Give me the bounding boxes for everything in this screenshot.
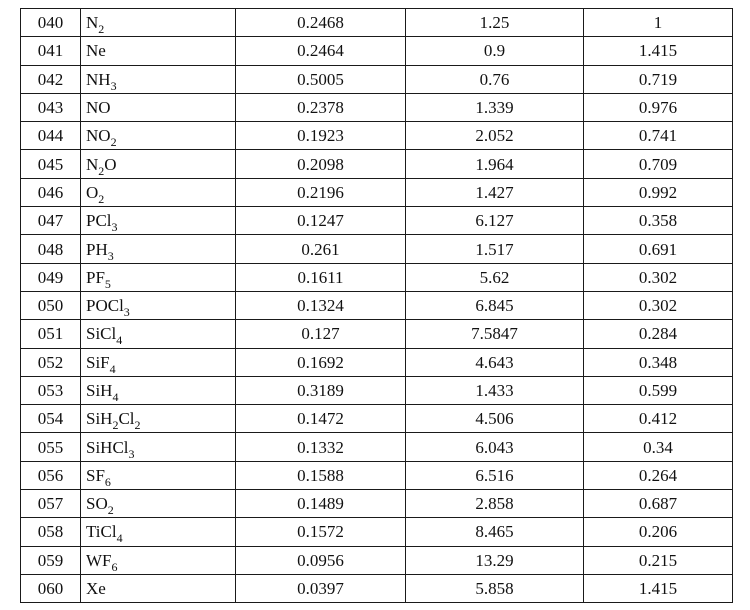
value-cell-c: 0.709 <box>584 150 733 178</box>
value-cell-c: 0.302 <box>584 291 733 319</box>
table-row <box>21 235 733 263</box>
formula-cell <box>81 546 236 574</box>
value-cell-a: 0.2196 <box>236 178 406 206</box>
formula-subscript: 3 <box>123 305 130 320</box>
row-id-cell: 059 <box>21 546 81 574</box>
value-cell-c: 0.264 <box>584 461 733 489</box>
value-cell-b: 6.127 <box>406 207 584 235</box>
table-row <box>21 178 733 206</box>
formula-subscript: 2 <box>98 163 105 178</box>
formula-cell <box>81 348 236 376</box>
value-cell-a: 0.2464 <box>236 37 406 65</box>
value-cell-c: 0.348 <box>584 348 733 376</box>
formula-subscript: 4 <box>116 531 123 546</box>
value-cell-c: 0.206 <box>584 518 733 546</box>
formula-subscript: 2 <box>98 22 105 37</box>
value-cell-c: 0.412 <box>584 405 733 433</box>
formula-subscript: 2 <box>134 418 141 433</box>
row-id-cell: 050 <box>21 291 81 319</box>
value-cell-b: 5.62 <box>406 263 584 291</box>
formula-subscript: 4 <box>112 390 119 404</box>
value-cell-c: 0.741 <box>584 122 733 150</box>
row-id-cell: 048 <box>21 235 81 263</box>
table-body <box>21 9 733 603</box>
formula-text: TiCl <box>86 522 117 542</box>
value-cell-c: 0.284 <box>584 320 733 348</box>
value-cell-b: 5.858 <box>406 574 584 602</box>
value-cell-c: 0.992 <box>584 178 733 206</box>
row-id-cell: 055 <box>21 433 81 461</box>
row-id-cell: 045 <box>21 150 81 178</box>
formula-cell <box>81 235 236 263</box>
formula-text: O <box>86 182 99 202</box>
formula-subscript: 4 <box>116 333 123 348</box>
value-cell-c: 0.687 <box>584 490 733 518</box>
row-id-cell: 040 <box>21 9 81 37</box>
table-row <box>21 461 733 489</box>
formula-subscript: 2 <box>98 191 105 206</box>
formula-cell <box>81 405 236 433</box>
formula-text: SiH <box>86 381 113 400</box>
value-cell-b: 1.517 <box>406 235 584 263</box>
value-cell-c: 0.599 <box>584 376 733 404</box>
formula-subscript: 6 <box>111 559 118 574</box>
formula-subscript: 5 <box>104 276 111 291</box>
value-cell-a: 0.0397 <box>236 574 406 602</box>
value-cell-a: 0.1324 <box>236 291 406 319</box>
value-cell-b: 7.5847 <box>406 320 584 348</box>
formula-cell <box>81 433 236 461</box>
row-id-cell: 049 <box>21 263 81 291</box>
value-cell-b: 1.964 <box>406 150 584 178</box>
table-row <box>21 93 733 121</box>
value-cell-b: 4.643 <box>406 348 584 376</box>
table-row <box>21 207 733 235</box>
row-id-cell: 046 <box>21 178 81 206</box>
formula-subscript: 3 <box>107 248 114 263</box>
value-cell-c: 0.358 <box>584 207 733 235</box>
table-row <box>21 37 733 65</box>
value-cell-a: 0.5005 <box>236 65 406 93</box>
value-cell-b: 6.043 <box>406 433 584 461</box>
formula-subscript: 6 <box>104 474 111 489</box>
value-cell-b: 2.052 <box>406 122 584 150</box>
formula-cell <box>81 150 236 178</box>
formula-text: NH <box>86 69 111 89</box>
table-row <box>21 150 733 178</box>
gas-properties-table <box>20 8 733 603</box>
value-cell-a: 0.261 <box>236 235 406 263</box>
value-cell-a: 0.1611 <box>236 263 406 291</box>
table-row <box>21 546 733 574</box>
formula-text: Ne <box>86 41 106 61</box>
value-cell-a: 0.1572 <box>236 518 406 546</box>
table-row <box>21 65 733 93</box>
formula-text: SiHCl <box>86 437 129 457</box>
row-id-cell: 058 <box>21 518 81 546</box>
value-cell-a: 0.2098 <box>236 150 406 178</box>
row-id-cell: 042 <box>21 65 81 93</box>
row-id-cell: 043 <box>21 93 81 121</box>
formula-cell <box>81 122 236 150</box>
row-id-cell: 041 <box>21 37 81 65</box>
value-cell-b: 13.29 <box>406 546 584 574</box>
formula-text: SiH <box>86 409 113 429</box>
formula-cell <box>81 263 236 291</box>
table-row <box>21 376 733 404</box>
value-cell-c: 0.719 <box>584 65 733 93</box>
value-cell-a: 0.127 <box>236 320 406 348</box>
formula-cell <box>81 37 236 65</box>
table-row <box>21 405 733 433</box>
formula-subscript: 3 <box>128 446 135 461</box>
value-cell-a: 0.2468 <box>236 9 406 37</box>
row-id-cell: 054 <box>21 405 81 433</box>
value-cell-c: 0.34 <box>584 433 733 461</box>
value-cell-c: 0.976 <box>584 93 733 121</box>
row-id-cell: 060 <box>21 574 81 602</box>
table-row <box>21 320 733 348</box>
value-cell-b: 2.858 <box>406 490 584 518</box>
table-row <box>21 574 733 602</box>
row-id-cell: 056 <box>21 461 81 489</box>
formula-subscript: 2 <box>110 135 117 150</box>
formula-text: N <box>86 154 99 174</box>
table-row <box>21 348 733 376</box>
value-cell-b: 0.76 <box>406 65 584 93</box>
value-cell-a: 0.0956 <box>236 546 406 574</box>
value-cell-b: 6.845 <box>406 291 584 319</box>
value-cell-a: 0.1588 <box>236 461 406 489</box>
row-id-cell: 057 <box>21 490 81 518</box>
row-id-cell: 053 <box>21 376 81 404</box>
value-cell-c: 0.302 <box>584 263 733 291</box>
formula-cell <box>81 574 236 602</box>
formula-cell <box>81 93 236 121</box>
value-cell-a: 0.1332 <box>236 433 406 461</box>
formula-text: Cl <box>118 409 135 429</box>
value-cell-b: 6.516 <box>406 461 584 489</box>
value-cell-a: 0.3189 <box>236 376 406 404</box>
table-row <box>21 9 733 37</box>
formula-text: N <box>86 13 99 33</box>
value-cell-b: 1.427 <box>406 178 584 206</box>
value-cell-c: 0.215 <box>584 546 733 574</box>
formula-text: O <box>104 154 117 174</box>
value-cell-b: 8.465 <box>406 518 584 546</box>
formula-subscript: 3 <box>110 78 117 93</box>
formula-text: SO <box>86 494 108 514</box>
table-row <box>21 263 733 291</box>
formula-text: PF <box>86 267 105 287</box>
value-cell-b: 1.25 <box>406 9 584 37</box>
table-row <box>21 433 733 461</box>
formula-text: WF <box>86 550 112 570</box>
formula-text: NO <box>86 98 111 118</box>
row-id-cell: 051 <box>21 320 81 348</box>
formula-cell <box>81 490 236 518</box>
formula-text: SF <box>86 465 105 485</box>
table-row <box>21 122 733 150</box>
value-cell-a: 0.1692 <box>236 348 406 376</box>
value-cell-a: 0.1247 <box>236 207 406 235</box>
table-row <box>21 518 733 546</box>
formula-subscript: 2 <box>112 418 119 433</box>
formula-cell <box>81 9 236 37</box>
value-cell-b: 1.433 <box>406 376 584 404</box>
formula-text: PCl <box>86 211 112 231</box>
value-cell-a: 0.1472 <box>236 405 406 433</box>
formula-cell <box>81 65 236 93</box>
row-id-cell: 052 <box>21 348 81 376</box>
formula-cell <box>81 461 236 489</box>
formula-text: SiCl <box>86 324 117 344</box>
value-cell-b: 4.506 <box>406 405 584 433</box>
value-cell-a: 0.1923 <box>236 122 406 150</box>
row-id-cell: 044 <box>21 122 81 150</box>
formula-text: NO <box>86 126 111 146</box>
table-row <box>21 490 733 518</box>
value-cell-a: 0.2378 <box>236 93 406 121</box>
formula-cell <box>81 207 236 235</box>
formula-text: PH <box>86 239 108 259</box>
value-cell-c: 0.691 <box>584 235 733 263</box>
formula-cell <box>81 518 236 546</box>
value-cell-a: 0.1489 <box>236 490 406 518</box>
formula-subscript: 4 <box>109 361 116 376</box>
formula-text: SiF <box>86 352 110 372</box>
formula-text: Xe <box>86 579 106 599</box>
formula-cell <box>81 376 236 404</box>
table-row <box>21 291 733 319</box>
formula-subscript: 3 <box>111 220 118 235</box>
formula-cell <box>81 320 236 348</box>
value-cell-c: 1.415 <box>584 37 733 65</box>
formula-text: POCl <box>86 296 124 316</box>
row-id-cell: 047 <box>21 207 81 235</box>
formula-subscript: 2 <box>107 503 114 518</box>
value-cell-b: 1.339 <box>406 93 584 121</box>
formula-cell <box>81 178 236 206</box>
value-cell-c: 1 <box>584 9 733 37</box>
value-cell-b: 0.9 <box>406 37 584 65</box>
value-cell-c: 1.415 <box>584 574 733 602</box>
formula-cell <box>81 291 236 319</box>
